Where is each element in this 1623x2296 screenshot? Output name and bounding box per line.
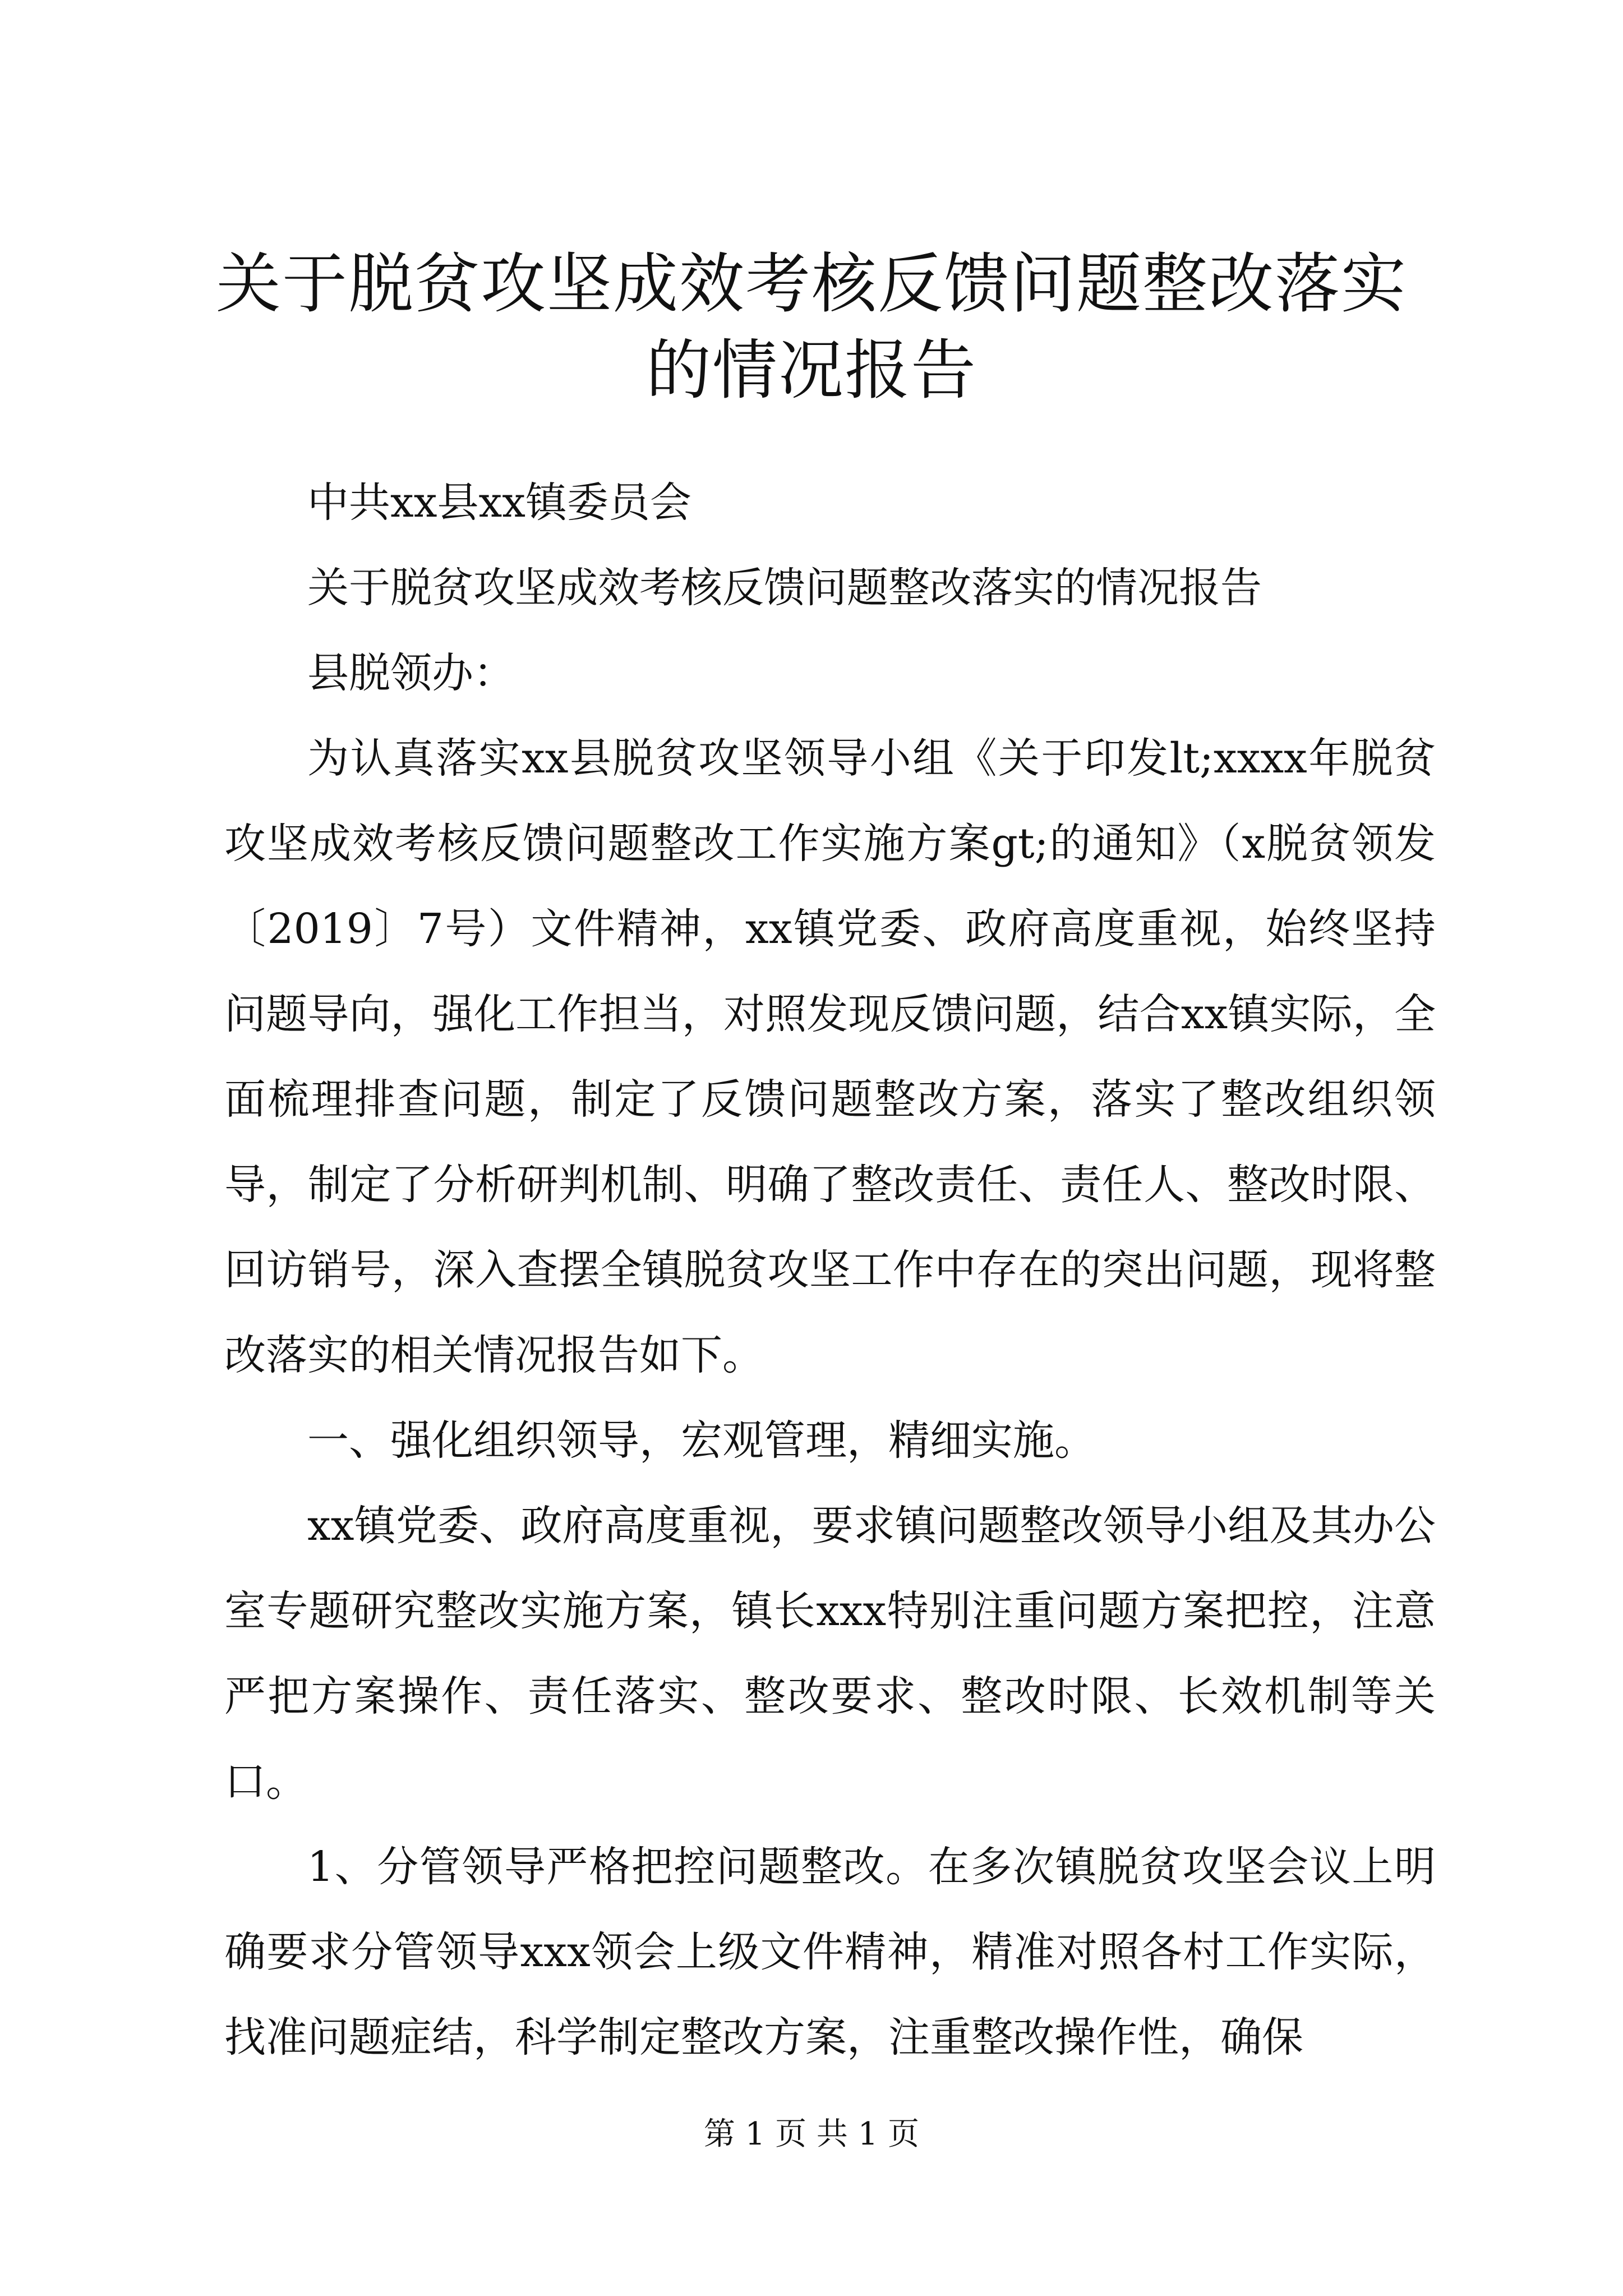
document-body <box>224 460 1436 2080</box>
page-number: 第 1 页 共 1 页 <box>703 2116 920 2152</box>
section-heading-1: 一、强化组织领导，宏观管理，精细实施。 <box>307 1416 1096 1465</box>
paragraph-recipient: 县脱领办： <box>307 649 515 697</box>
paragraph-subject: 关于脱贫攻坚成效考核反馈问题整改落实的情况报告 <box>307 564 1262 612</box>
paragraph-sender: 中共xx县xx镇委员会 <box>307 478 691 527</box>
paragraph-intro: 为认真落实xx县脱贫攻坚领导小组《关于印发lt;xxxx年脱贫攻坚成效考核反馈问题整改工作实施方案gt;的通知》（x脱贫领发〔2019〕7号）文件精神，xx镇党委、政府高度重视，始终坚持问题导向，强化工作担当，对照发现反馈问题，结合xx镇实际，全面梳理排查问题，制定了反馈问题整改方案，落实了整改组织领导，制定了分析研判机制、明确了整改责任、责任人、整改时限、回访销号，深入查摆全镇脱贫攻坚工作中存在的突出问题，现将整改落实的相关情况报告如下。 <box>224 734 1436 1379</box>
document-title: 关于脱贫攻坚成效考核反馈问题整改落实的情况报告 <box>216 246 1407 408</box>
paragraph-section-1: xx镇党委、政府高度重视，要求镇问题整改领导小组及其办公室专题研究整改实施方案，镇长xxx特别注重问题方案把控，注意严把方案操作、责任落实、整改要求、整改时限、长效机制等关口。 <box>224 1502 1436 1806</box>
paragraph-item-1: 1、分管领导严格把控问题整改。在多次镇脱贫攻坚会议上明确要求分管领导xxx领会上级文件精神，精准对照各村工作实际，找准问题症结，科学制定整改方案，注重整改操作性，确保 <box>224 1843 1436 2062</box>
